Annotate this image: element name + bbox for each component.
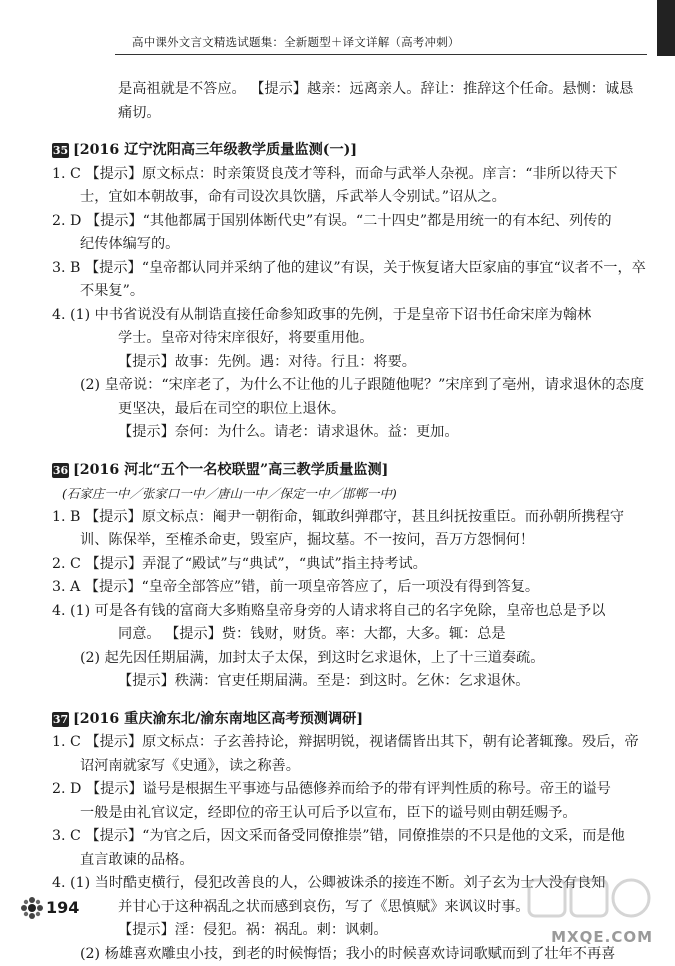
edge-tab [657, 0, 675, 56]
answer-line: 3. A 【提示】“皇帝全部答应”错，前一项皇帝答应了，后一项没有得到答复。 [52, 576, 642, 600]
answer-line: 1. C 【提示】原文标点：子玄善持论，辩据明锐，视诸儒皆出其下，朝有论著辄豫。殁后，帝 [52, 731, 642, 755]
answer-line: 1. B 【提示】原文标点：阉尹一朝衔命，辄敢纠弹郡守，甚且纠抚按重臣。而孙朝所携程守 [52, 506, 642, 530]
intro-line: 是高祖就是不答应。 【提示】越亲：远离亲人。辞让：推辞这个任命。悬恻：诚恳 [52, 78, 642, 102]
answer-line: (2) 皇帝说：“宋庠老了，为什么不让他的儿子跟随他呢？”宋庠到了亳州，请求退休的态度 [52, 374, 642, 398]
page-number: 194 [46, 898, 79, 917]
intro-line: 痛切。 [52, 102, 642, 126]
section-number-badge: 35 [52, 143, 69, 158]
answer-line: 训、陈保举，至榷杀命吏，毁室庐，掘坟墓。不一按问，吾万方怨恫何！ [52, 529, 642, 553]
section-heading [52, 139, 642, 163]
header-title: 高中课外文言文精选试题集：全新题型＋译文详解（高考冲刺） [132, 34, 460, 50]
header-rule [115, 54, 647, 55]
answer-line: 并甘心于这种祸乱之状而感到哀伤，写了《思慎赋》来讽议时事。 [52, 896, 642, 920]
answer-line: 2. D 【提示】“其他都属于国别体断代史”有误。“二十四史”都是用统一的有本纪、列传的 [52, 210, 642, 234]
answer-line: 【提示】秩满：官吏任期届满。至是：到这时。乞休：乞求退休。 [52, 670, 642, 694]
answer-line: 2. C 【提示】弄混了“殿试”与“典试”，“典试”指主持考试。 [52, 553, 642, 577]
section-number-badge: 37 [52, 712, 69, 727]
page-content [52, 78, 642, 966]
section-schools: (石家庄一中／张家口一中／唐山一中／保定一中／邯郸一中) [52, 482, 642, 506]
answer-line: 3. C 【提示】“为官之后，因文采而备受同僚推崇”错，同僚推崇的不只是他的文采，而是他 [52, 825, 642, 849]
answer-line: (2) 杨雄喜欢雕虫小技，到老的时候悔悟；我小的时候喜欢诗词歌赋而到了壮年不再喜 [52, 943, 642, 966]
flower-ornament-icon [20, 896, 44, 920]
answer-line: 同意。 【提示】赀：钱财，财货。率：大都，大多。辄：总是 [52, 623, 642, 647]
answer-line: 【提示】故事：先例。遇：对待。行且：将要。 [52, 351, 642, 375]
answer-line: 直言敢谏的品格。 [52, 849, 642, 873]
answer-line: 诏河南就家写《史通》，读之称善。 [52, 755, 642, 779]
answer-line: 更坚决，最后在司空的职位上退休。 [52, 398, 642, 422]
answer-line: 1. C 【提示】原文标点：时亲策贤良茂才等科，而命与武举人杂视。庠言：“非所以待天下 [52, 163, 642, 187]
section-title: [2016 重庆渝东北/渝东南地区高考预测调研] [73, 708, 363, 732]
answer-line: 3. B 【提示】“皇帝都认同并采纳了他的建议”有误，关于恢复诸大臣家庙的事宜“议者不一，卒 [52, 257, 642, 281]
answer-line: 学士。皇帝对待宋庠很好，将要重用他。 [52, 327, 642, 351]
answer-line: 【提示】淫：侵犯。祸：祸乱。刺：讽刺。 [52, 919, 642, 943]
answer-line: 纪传体编写的。 [52, 233, 642, 257]
answer-line: (2) 起先因任期届满，加封太子太保，到这时乞求退休，上了十三道奏疏。 [52, 647, 642, 671]
section-number-badge: 36 [52, 463, 69, 478]
watermark-text: MXQE.COM [551, 928, 653, 946]
answer-line: 【提示】奈何：为什么。请老：请求退休。益：更加。 [52, 421, 642, 445]
answer-line: 一般是由礼官议定，经即位的帝王认可后予以宣布，臣下的谥号则由朝廷赐予。 [52, 802, 642, 826]
section-title: [2016 辽宁沈阳高三年级教学质量监测(一)] [73, 139, 357, 163]
answer-sections [52, 139, 642, 966]
section-title: [2016 河北“五个一名校联盟”高三教学质量监测] [73, 459, 388, 483]
answer-line: 士，宜如本朝故事，命有司设次具饮膳，斥武举人令别试。”诏从之。 [52, 186, 642, 210]
answer-line: 4. (1) 可是各有钱的富商大多贿赂皇帝身旁的人请求将自己的名字免除，皇帝也总是予以 [52, 600, 642, 624]
answer-line: 2. D 【提示】谥号是根据生平事迹与品德修养而给予的带有评判性质的称号。帝王的谥号 [52, 778, 642, 802]
answer-line: 4. (1) 中书省说没有从制诰直接任命参知政事的先例，于是皇帝下诏书任命宋庠为翰林 [52, 304, 642, 328]
section-heading [52, 459, 642, 483]
answer-line: 不果复”。 [52, 280, 642, 304]
section-heading [52, 708, 642, 732]
answer-line: 4. (1) 当时酷吏横行，侵犯改善良的人，公卿被诛杀的接连不断。刘子玄为士人没有良知 [52, 872, 642, 896]
running-header [0, 20, 675, 60]
